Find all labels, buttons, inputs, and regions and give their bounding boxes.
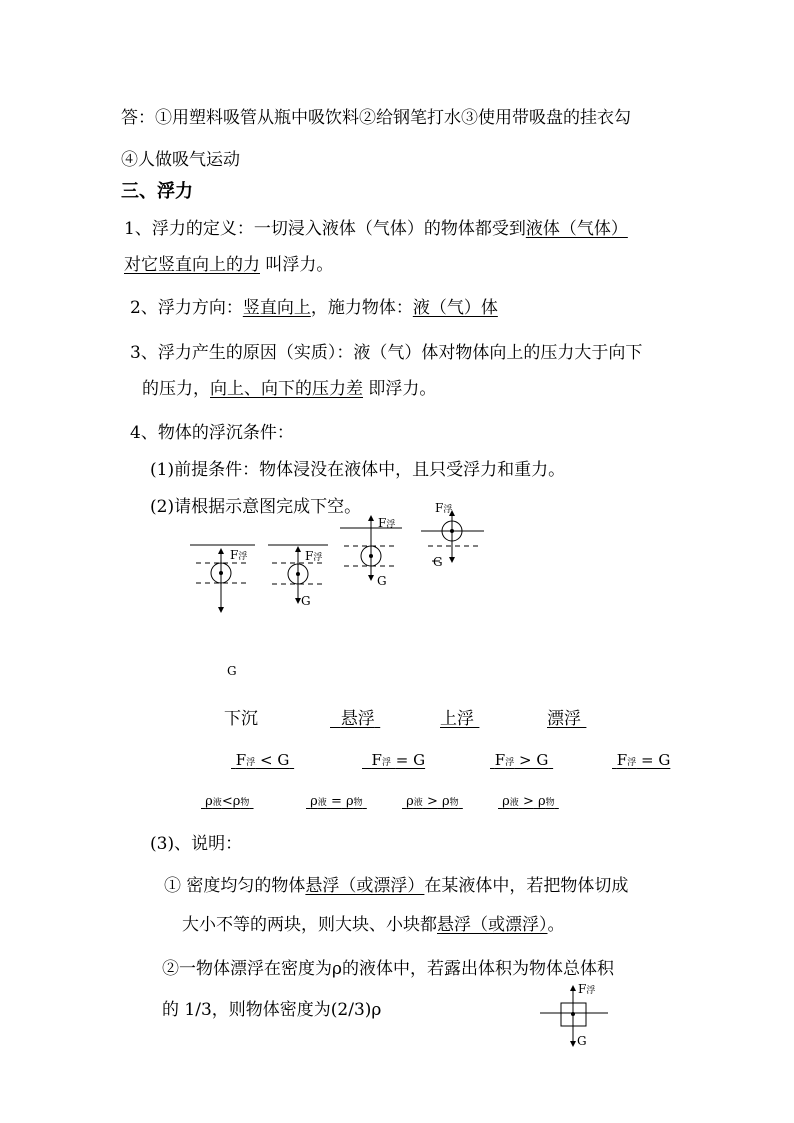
item2-prefix: 2、浮力方向：: [130, 298, 243, 318]
density-relation-sinking: ρ液<ρ物: [205, 794, 250, 809]
item4-sub2: (2)请根据示意图完成下空。: [150, 497, 362, 517]
box-diagram-G-label: G: [577, 1034, 587, 1048]
diagram2-F-label: F浮: [305, 549, 323, 563]
item2-mid: ，施力物体：: [310, 298, 413, 318]
item1-answer-1: 液体（气体）: [525, 219, 628, 239]
note1-answer-1: 悬浮（或漂浮）: [305, 876, 425, 896]
diagram1-G-label: G: [227, 664, 237, 678]
diagram3-G-label: G: [377, 574, 387, 588]
force-relation-rising: F浮 > G: [494, 751, 549, 769]
force-relation-suspended: F浮 = G: [371, 751, 426, 769]
diagram4-G-label: G: [433, 555, 443, 569]
item1-answer-2: 对它竖直向上的力: [124, 255, 260, 275]
item2-answer-2: 液（气）体: [412, 298, 498, 318]
note2-line1: ②一物体漂浮在密度为ρ的液体中，若露出体积为物体总体积: [162, 959, 614, 979]
state-floating: 漂浮: [547, 709, 581, 729]
box-diagram-F-label: F浮: [578, 982, 596, 996]
force-relation-floating: F浮 = G: [616, 751, 671, 769]
force-relation-sinking: F浮 < G: [235, 751, 290, 769]
notes-title: (3)、说明：: [150, 834, 243, 854]
note2-line2: 的 1/3，则物体密度为(2/3)ρ: [162, 1000, 382, 1020]
density-relation-floating: ρ液 > ρ物: [502, 794, 555, 809]
answer-line-2: ④人做吸气运动: [121, 150, 240, 170]
diagram-floating: [421, 513, 484, 561]
note1-answer-2: 悬浮（或漂浮）: [437, 915, 548, 935]
item4-sub1: (1)前提条件：物体浸没在液体中，且只受浮力和重力。: [150, 460, 566, 480]
item3-prefix: 的压力，: [142, 379, 210, 399]
item3-suffix: 即浮力。: [368, 379, 437, 399]
diagram3-F-label: F浮: [378, 516, 396, 530]
section-title: 三、浮力: [121, 181, 193, 202]
state-suspended: 悬浮: [340, 709, 375, 729]
item3-answer: 向上、向下的压力差: [210, 379, 363, 399]
diagram4-F-label: F浮: [435, 501, 453, 515]
diagram2-G-label: G: [301, 594, 311, 608]
answer-line-1: 答：①用塑料吸管从瓶中吸饮料②给钢笔打水③使用带吸盘的挂衣勾: [121, 108, 631, 128]
item1-suffix: 叫浮力。: [265, 255, 334, 275]
item3-line1: 3、浮力产生的原因（实质）：液（气）体对物体向上的压力大于向下: [130, 343, 643, 363]
box-floating-diagram: [540, 988, 608, 1044]
note1-line2: 大小不等的两块，则大块、小块都悬浮（或漂浮）。: [182, 915, 565, 935]
state-rising: 上浮: [440, 709, 474, 729]
note1-line1: ① 密度均匀的物体悬浮（或漂浮）在某液体中，若把物体切成: [164, 876, 629, 896]
density-relation-rising: ρ液 > ρ物: [406, 794, 459, 809]
item2-answer-1: 竖直向上: [242, 298, 311, 318]
item1-prefix: 1、浮力的定义：一切浸入液体（气体）的物体都受到: [124, 219, 526, 239]
state-sinking: 下沉: [224, 709, 258, 729]
item4-title: 4、物体的浮沉条件：: [130, 423, 294, 443]
density-relation-suspended: ρ液 = ρ物: [310, 794, 363, 809]
diagram1-F-label: F浮: [230, 548, 248, 562]
